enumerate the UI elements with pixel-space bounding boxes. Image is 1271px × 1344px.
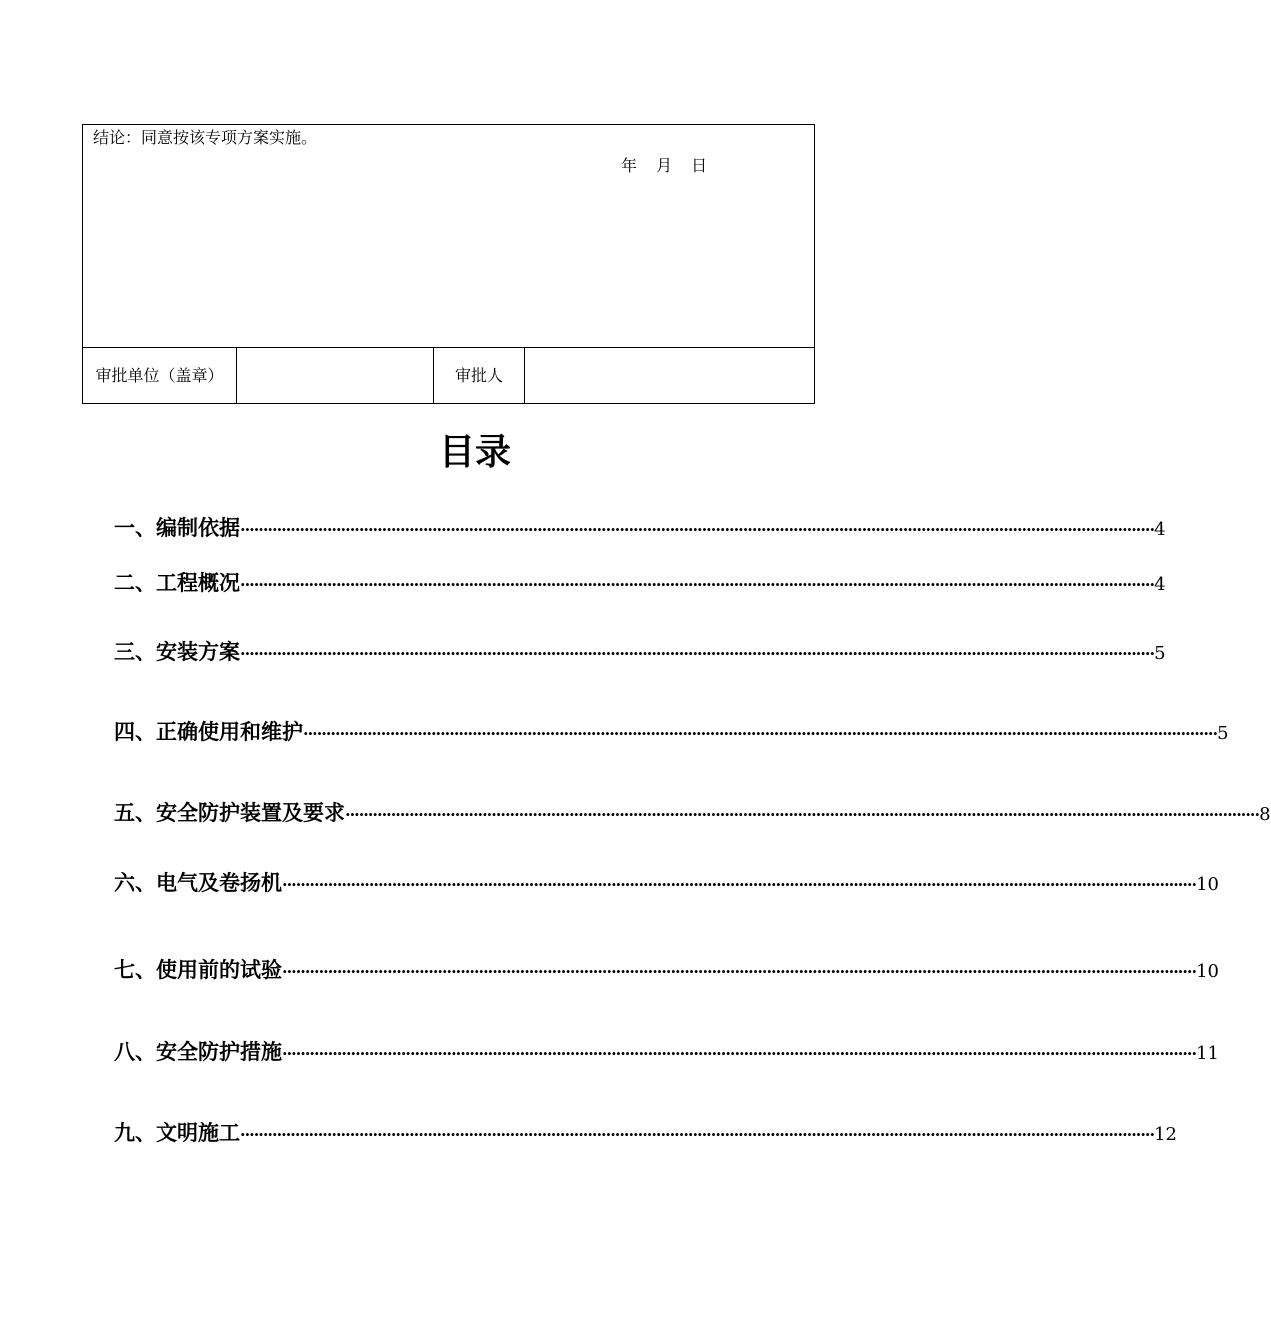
- toc-leader-dots: ········································································································································································································: [240, 575, 1155, 594]
- toc-item-label: 四、正确使用和维护: [114, 720, 303, 744]
- toc-item-label: 三、安装方案: [114, 640, 240, 664]
- toc-item-label: 二、工程概况: [114, 571, 240, 595]
- toc-item-page: 12: [1154, 1124, 1177, 1145]
- approver-value: [525, 348, 814, 403]
- toc-item-page: 5: [1154, 643, 1166, 664]
- toc-leader-dots: ········································································································································································································: [240, 520, 1155, 539]
- toc-item-page: 10: [1196, 961, 1219, 982]
- toc-item-page: 5: [1217, 723, 1229, 744]
- date-line: 年 月 日: [621, 156, 708, 175]
- toc-item[interactable]: [114, 954, 1219, 984]
- approval-unit-label: 审批单位（盖章）: [83, 348, 237, 403]
- toc-leader-dots: ········································································································································································································: [240, 644, 1155, 663]
- toc-item[interactable]: [114, 716, 1229, 746]
- toc-title: 目录: [438, 432, 511, 473]
- toc-item-page: 4: [1154, 574, 1166, 595]
- toc-leader-dots: ········································································································································································································: [345, 805, 1260, 824]
- toc-item-label: 六、电气及卷扬机: [114, 871, 282, 895]
- toc-item[interactable]: [114, 867, 1219, 897]
- toc-item-label: 五、安全防护装置及要求: [114, 801, 345, 825]
- conclusion-text: 结论：同意按该专项方案实施。: [93, 128, 318, 147]
- toc-item-page: 11: [1196, 1043, 1219, 1064]
- approval-signature-row: [83, 348, 814, 403]
- toc-item-page: 8: [1259, 804, 1271, 825]
- approval-unit-value: [237, 348, 434, 403]
- toc-item[interactable]: [114, 797, 1271, 827]
- toc-item-label: 一、编制依据: [114, 516, 240, 540]
- toc-item[interactable]: [114, 567, 1166, 597]
- toc-leader-dots: ········································································································································································································: [303, 724, 1218, 743]
- toc-leader-dots: ········································································································································································································: [240, 1125, 1155, 1144]
- toc-item[interactable]: [114, 1117, 1177, 1147]
- toc-item[interactable]: [114, 636, 1166, 666]
- toc-leader-dots: ········································································································································································································: [282, 962, 1197, 981]
- toc-item-label: 七、使用前的试验: [114, 958, 282, 982]
- toc-item-page: 10: [1196, 874, 1219, 895]
- toc-item-label: 九、文明施工: [114, 1121, 240, 1145]
- toc-item[interactable]: [114, 512, 1166, 542]
- conclusion-cell: [83, 125, 814, 348]
- toc-leader-dots: ········································································································································································································: [282, 1044, 1197, 1063]
- toc-leader-dots: ········································································································································································································: [282, 875, 1197, 894]
- approver-label: 审批人: [434, 348, 525, 403]
- toc-item-label: 八、安全防护措施: [114, 1040, 282, 1064]
- approval-table: [82, 124, 815, 404]
- toc-item[interactable]: [114, 1036, 1219, 1066]
- toc-item-page: 4: [1154, 519, 1166, 540]
